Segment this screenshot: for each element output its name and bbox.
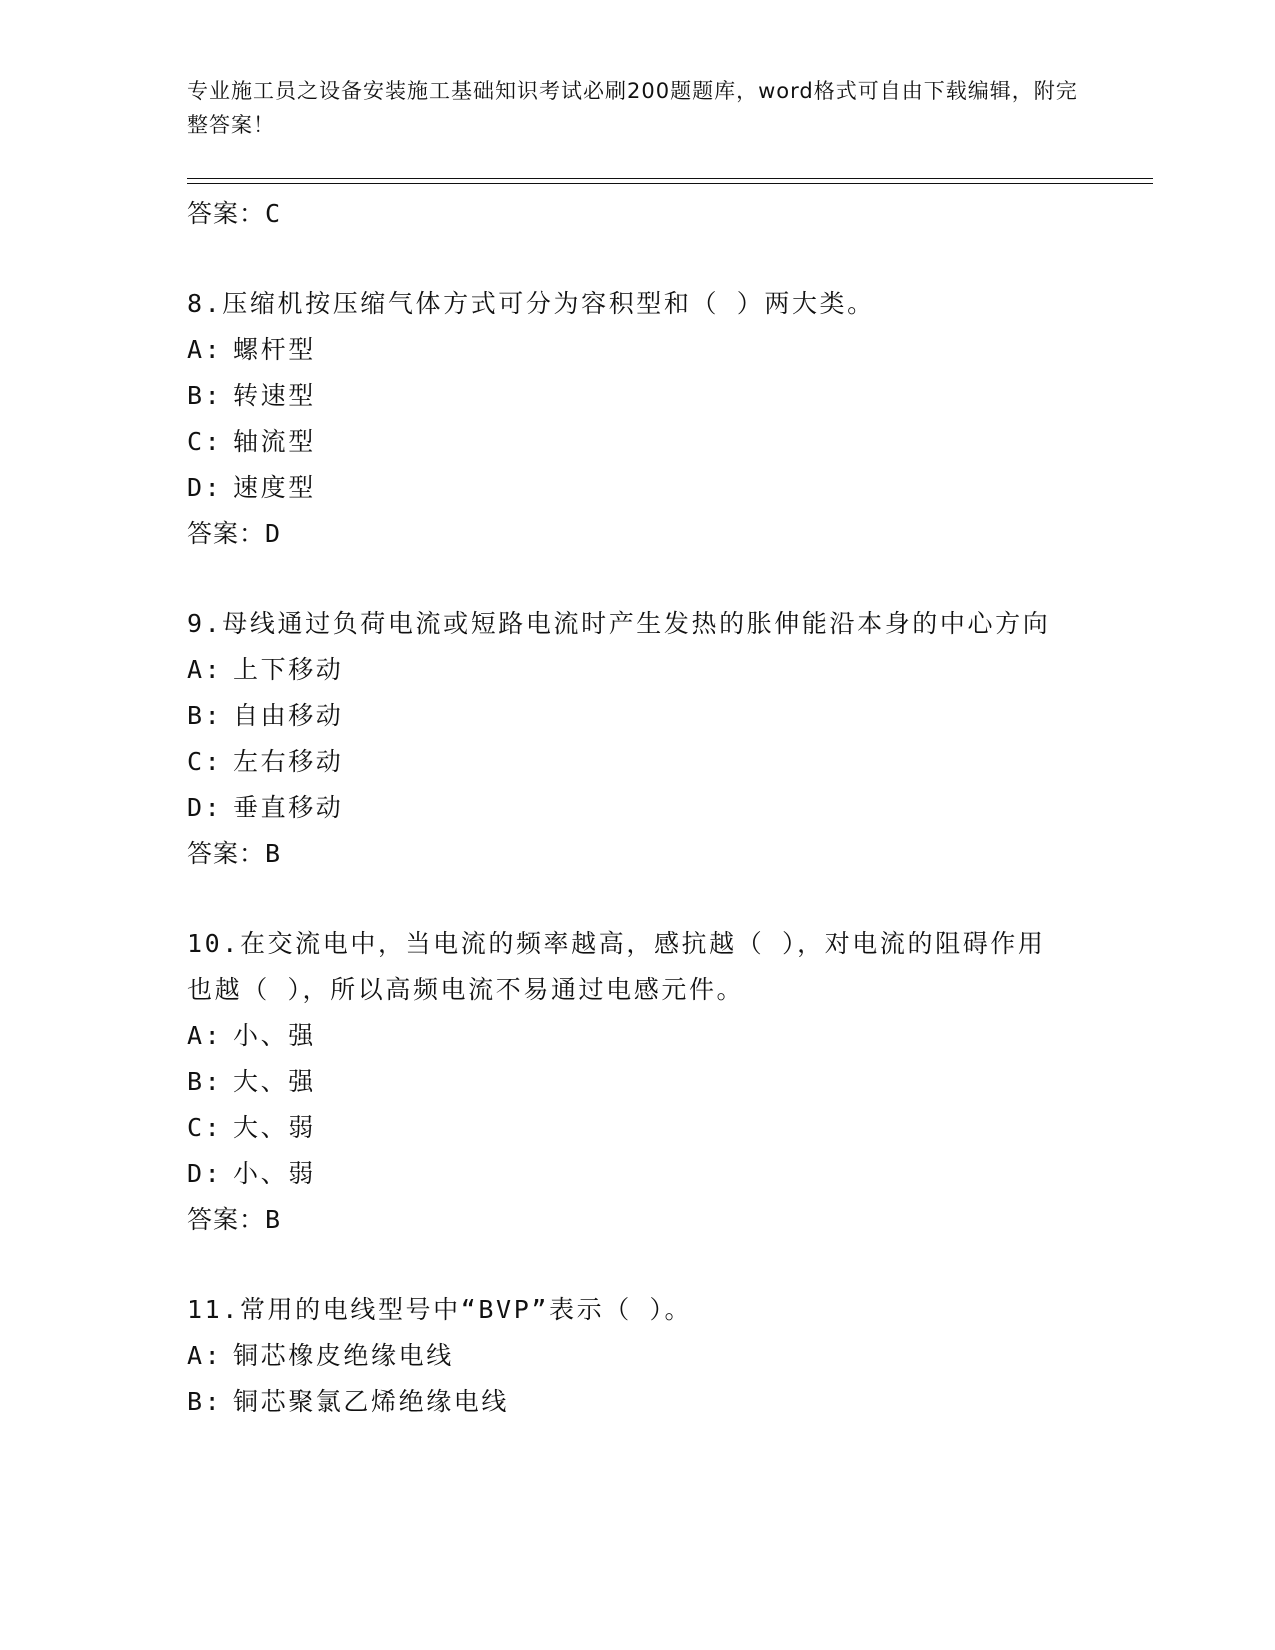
option-letter: D: bbox=[187, 793, 223, 822]
option-letter: C: bbox=[187, 427, 223, 456]
answer-label: 答案： bbox=[187, 199, 266, 228]
answer-line bbox=[187, 831, 1087, 877]
option-d bbox=[187, 785, 1087, 831]
option-a bbox=[187, 1333, 1087, 1379]
option-c bbox=[187, 739, 1087, 785]
option-text: 左右移动 bbox=[233, 747, 344, 776]
option-letter: A: bbox=[187, 335, 223, 364]
question-text: 8.压缩机按压缩气体方式可分为容积型和（ ）两大类。 bbox=[187, 289, 875, 318]
option-a bbox=[187, 327, 1087, 373]
option-text: 小、强 bbox=[233, 1021, 316, 1050]
question-list bbox=[187, 191, 1087, 1425]
option-text: 铜芯橡皮绝缘电线 bbox=[233, 1341, 454, 1370]
option-text: 速度型 bbox=[233, 473, 316, 502]
option-letter: B: bbox=[187, 701, 223, 730]
option-b bbox=[187, 1059, 1087, 1105]
question-spacer bbox=[187, 557, 1087, 601]
question-text: 11.常用的电线型号中“BVP”表示（ ）。 bbox=[187, 1295, 693, 1324]
option-b bbox=[187, 693, 1087, 739]
option-a bbox=[187, 1013, 1087, 1059]
option-letter: C: bbox=[187, 747, 223, 776]
option-c bbox=[187, 1105, 1087, 1151]
answer-line bbox=[187, 511, 1087, 557]
answer-label: 答案： bbox=[187, 1205, 266, 1234]
question-spacer bbox=[187, 1243, 1087, 1287]
option-text: 垂直移动 bbox=[233, 793, 344, 822]
option-text: 螺杆型 bbox=[233, 335, 316, 364]
answer-value: B bbox=[265, 1205, 282, 1234]
option-text: 转速型 bbox=[233, 381, 316, 410]
header-rule-bottom bbox=[187, 183, 1153, 184]
answer-value: B bbox=[265, 839, 282, 868]
answer-line bbox=[187, 1197, 1087, 1243]
option-text: 轴流型 bbox=[233, 427, 316, 456]
header-rule-top bbox=[187, 178, 1153, 179]
option-letter: A: bbox=[187, 1021, 223, 1050]
option-d bbox=[187, 465, 1087, 511]
question-text: 10.在交流电中，当电流的频率越高，感抗越（ ），对电流的阻碍作用也越（ ），所以高频电流不易通过电感元件。 bbox=[187, 929, 1046, 1004]
option-letter: D: bbox=[187, 1159, 223, 1188]
option-text: 大、弱 bbox=[233, 1113, 316, 1142]
option-a bbox=[187, 647, 1087, 693]
option-letter: A: bbox=[187, 655, 223, 684]
option-b bbox=[187, 1379, 1087, 1425]
option-letter: B: bbox=[187, 1387, 223, 1416]
option-letter: C: bbox=[187, 1113, 223, 1142]
option-text: 大、强 bbox=[233, 1067, 316, 1096]
question-spacer bbox=[187, 877, 1087, 921]
option-text: 自由移动 bbox=[233, 701, 344, 730]
answer-label: 答案： bbox=[187, 519, 266, 548]
answer-line bbox=[187, 191, 1087, 237]
option-c bbox=[187, 419, 1087, 465]
option-letter: B: bbox=[187, 381, 223, 410]
question-text: 9.母线通过负荷电流或短路电流时产生发热的胀伸能沿本身的中心方向 bbox=[187, 609, 1051, 638]
question-spacer bbox=[187, 237, 1087, 281]
option-letter: D: bbox=[187, 473, 223, 502]
answer-label: 答案： bbox=[187, 839, 266, 868]
option-letter: B: bbox=[187, 1067, 223, 1096]
option-text: 小、弱 bbox=[233, 1159, 316, 1188]
answer-value: D bbox=[265, 519, 282, 548]
option-b bbox=[187, 373, 1087, 419]
answer-value: C bbox=[265, 199, 282, 228]
option-text: 上下移动 bbox=[233, 655, 344, 684]
option-text: 铜芯聚氯乙烯绝缘电线 bbox=[233, 1387, 510, 1416]
document-header: 专业施工员之设备安装施工基础知识考试必刷200题题库，word格式可自由下载编辑，附完整答案！ bbox=[187, 79, 1078, 137]
option-d bbox=[187, 1151, 1087, 1197]
option-letter: A: bbox=[187, 1341, 223, 1370]
